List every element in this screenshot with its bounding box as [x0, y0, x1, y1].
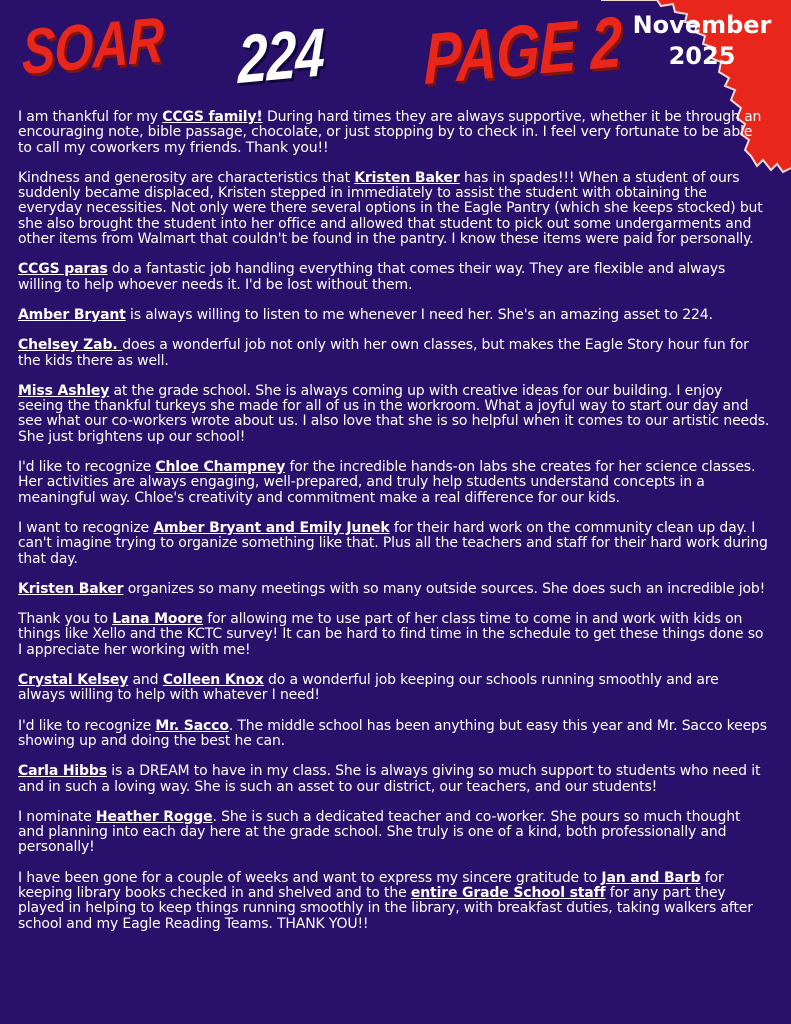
shoutout-text: I want to recognize	[18, 519, 154, 536]
shoutout-paragraph	[18, 521, 770, 567]
shoutout-paragraph	[18, 110, 770, 156]
shoutout-paragraph	[18, 308, 770, 323]
recognized-name: Amber Bryant and Emily Junek	[153, 519, 390, 536]
recognized-name: Chloe Champney	[155, 459, 286, 476]
shoutout-paragraph	[18, 810, 770, 856]
shoutout-paragraph	[18, 673, 770, 704]
shoutout-paragraph	[18, 582, 770, 597]
shoutout-paragraph	[18, 871, 770, 932]
issue-date	[617, 10, 787, 72]
shoutout-text: for their hard work on the community clean up day. I can't imagine trying to organize something like that. Plus all the teachers and staff for their hard work during that day.	[18, 519, 768, 567]
recognized-name: Jan and Barb	[601, 869, 701, 886]
shoutout-text: During hard times they are always supportive, whether it be through an encouraging note, bible passage, chocolate, or just stopping by to check in. I feel very fortunate to be able to call my coworkers my friends. Thank you!!	[18, 109, 762, 156]
recognized-name: Heather Rogge	[95, 808, 213, 825]
shoutout-text: has in spades!!! When a student of ours suddenly became displaced, Kristen stepped in immediately to assist the student with obtaining the everyday necessities. Not only were there several options in the Eagle Pantry (which she keeps stocked) but she also brought the student into her office and allowed that student to pick out some undergarments and other items from Walmart that couldn't be found in the pantry. I know these items were paid for personally.	[18, 169, 763, 248]
shoutouts-body	[18, 110, 770, 947]
shoutout-paragraph	[18, 384, 770, 445]
recognized-name: Colleen Knox	[162, 672, 264, 689]
shoutout-text: I'd like to recognize	[18, 717, 156, 734]
shoutout-text: does a wonderful job not only with her own classes, but makes the Eagle Story hour fun for the kids there as well.	[18, 337, 749, 369]
recognized-name: Kristen Baker	[354, 169, 460, 186]
shoutout-text: for allowing me to use part of her class time to come in and work with kids on things like Xello and the KCTC survey! It can be hard to find time in the schedule to get these things done so I appreciate her working with me!	[18, 611, 764, 658]
shoutout-text: I am thankful for my	[18, 109, 163, 125]
recognized-name: Lana Moore	[112, 611, 203, 628]
recognized-name: Miss Ashley	[18, 382, 110, 399]
district-number: 224	[238, 14, 325, 99]
shoutout-text: is always willing to listen to me whenever I need her. She's an amazing asset to 224.	[125, 306, 713, 323]
shoutout-text: . She is such a dedicated teacher and co-worker. She pours so much thought and planning into each day here at the grade school. She truly is one of a kind, both professionally and personally!	[18, 808, 741, 856]
recognized-name: Carla Hibbs	[18, 763, 107, 780]
shoutout-text: do a fantastic job handling everything that comes their way. They are flexible and always willing to help whoever needs it. I'd be lost without them.	[18, 261, 726, 293]
shoutout-text: organizes so many meetings with so many outside sources. She does such an incredible job!	[123, 580, 766, 597]
recognized-name: Crystal Kelsey	[18, 672, 129, 689]
issue-year: 2025	[668, 42, 736, 70]
recognized-name: CCGS family!	[162, 109, 263, 125]
shoutout-paragraph	[18, 764, 770, 795]
page-label: PAGE 2	[424, 2, 622, 101]
issue-month: November	[632, 11, 772, 39]
shoutout-text: I'd like to recognize	[18, 459, 156, 476]
recognized-name: Kristen Baker	[18, 580, 124, 597]
recognized-name: Amber Bryant	[18, 306, 126, 323]
shoutout-paragraph	[18, 612, 770, 658]
shoutout-paragraph	[18, 460, 770, 506]
soar-title: SOAR	[22, 3, 164, 89]
shoutout-text: for keeping library books checked in and shelved and to the	[18, 869, 724, 901]
shoutout-text: for the incredible hands-on labs she creates for her science classes. Her activities are always engaging, well-prepared, and truly help students understand concepts in a meaningful way. Chloe's creativity and commitment make a real difference for our kids.	[18, 459, 756, 506]
recognized-name: Chelsey Zab.	[18, 337, 123, 354]
shoutout-text: Thank you to	[18, 611, 113, 628]
shoutout-text: do a wonderful job keeping our schools running smoothly and are always willing to help with whatever I need!	[18, 672, 719, 704]
shoutout-text: I nominate	[18, 808, 96, 825]
shoutout-text: for any part they played in helping to keep things running smoothly in the library, with breakfast duties, taking walkers after school and my Eagle Reading Teams. THANK YOU!!	[18, 884, 753, 932]
recognized-name: Mr. Sacco	[155, 717, 229, 734]
shoutout-text: Kindness and generosity are characteristics that	[18, 169, 355, 186]
shoutout-text: I have been gone for a couple of weeks and want to express my sincere gratitude to	[18, 869, 602, 886]
recognized-name: entire Grade School staff	[410, 884, 606, 901]
shoutout-text: . The middle school has been anything but easy this year and Mr. Sacco keeps showing up and doing the best he can.	[18, 717, 767, 749]
shoutout-paragraph	[18, 719, 770, 750]
shoutout-text: at the grade school. She is always coming up with creative ideas for our building. I enjoy seeing the thankful turkeys she made for all of us in the workroom. What a joyful way to start our day and see what our co-workers wrote about us. I also love that she is so helpful when it comes to our artistic needs. She just brightens up our school!	[18, 382, 770, 445]
shoutout-paragraph	[18, 171, 770, 247]
recognized-name: CCGS paras	[18, 261, 108, 278]
shoutout-text: is a DREAM to have in my class. She is always giving so much support to students who need it and in such a loving way. She is such an asset to our district, our teachers, and our students!	[18, 763, 761, 795]
shoutout-paragraph	[18, 262, 770, 293]
shoutout-paragraph	[18, 338, 770, 369]
shoutout-text: and	[128, 672, 163, 689]
